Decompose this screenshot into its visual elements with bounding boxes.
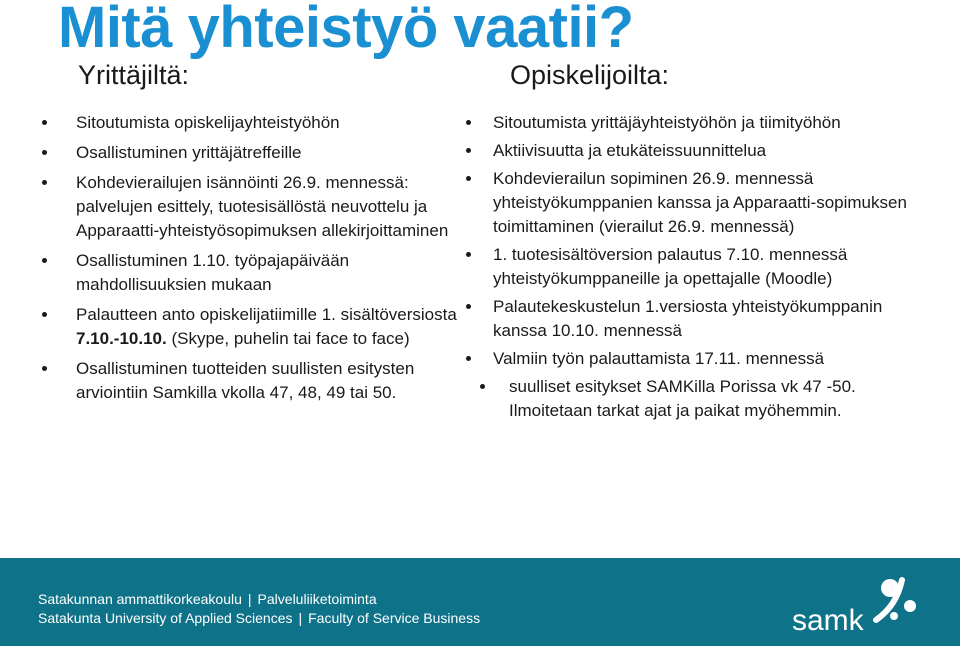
page-title: Mitä yhteistyö vaatii? xyxy=(58,0,634,60)
footer-text xyxy=(38,590,480,628)
footer-bar xyxy=(0,558,960,646)
list-item: Osallistuminen yrittäjätreffeille xyxy=(42,141,472,165)
bullet-icon xyxy=(466,304,471,309)
samk-logo xyxy=(790,570,940,640)
bullet-icon xyxy=(480,384,485,389)
footer-line-finnish: Satakunnan ammattikorkeakoulu | Palveluliiketoiminta xyxy=(38,591,377,607)
list-item: Palautteen anto opiskelijatiimille 1. sisältöversiosta 7.10.-10.10. (Skype, puhelin tai face to face) xyxy=(42,303,472,351)
list-item: suulliset esitykset SAMKilla Porissa vk 47 -50. Ilmoitetaan tarkat ajat ja paikat myöhemmin. xyxy=(466,375,936,423)
feedback-dates: 7.10.-10.10. xyxy=(76,329,167,348)
logo-text: samk xyxy=(792,604,864,637)
list-item: Aktiivisuutta ja etukäteissuunnittelua xyxy=(466,139,936,163)
list-item: Sitoutumista yrittäjäyhteistyöhön ja tiimityöhön xyxy=(466,111,936,135)
bullet-icon xyxy=(466,176,471,181)
bullet-icon xyxy=(42,366,47,371)
list-item: Valmiin työn palauttamista 17.11. mennessä xyxy=(466,347,936,371)
list-item: Sitoutumista opiskelijayhteistyöhön xyxy=(42,111,472,135)
list-item: 1. tuotesisältöversion palautus 7.10. mennessä yhteistyökumppaneille ja opettajalle (Moodle) xyxy=(466,243,936,291)
footer-line-english: Satakunta University of Applied Sciences | Faculty of Service Business xyxy=(38,610,481,626)
list-item: Osallistuminen tuotteiden suullisten esitysten arviointiin Samkilla vkolla 47, 48, 49 tai 50. xyxy=(42,357,472,405)
bullet-icon xyxy=(42,312,47,317)
list-item: Kohdevierailujen isännöinti 26.9. mennessä: palvelujen esittely, tuotesisällöstä neuvottelu ja Apparaatti-yhteistyösopimuksen allekirjoittaminen xyxy=(42,171,472,243)
bullet-icon xyxy=(466,120,471,125)
left-column-heading: Yrittäjiltä: xyxy=(78,60,190,90)
right-column-heading: Opiskelijoilta: xyxy=(510,60,670,90)
bullet-icon xyxy=(466,148,471,153)
entrepreneurs-list xyxy=(42,111,472,411)
bullet-icon xyxy=(42,258,47,263)
list-item: Kohdevierailun sopiminen 26.9. mennessä yhteistyökumppanien kanssa ja Apparaatti-sopimuksen toimittaminen (vierailut 26.9. mennessä) xyxy=(466,167,936,239)
bullet-icon xyxy=(466,252,471,257)
logo-dot-small xyxy=(890,612,898,620)
students-list xyxy=(466,111,936,427)
bullet-icon xyxy=(466,356,471,361)
bullet-icon xyxy=(42,150,47,155)
list-item: Osallistuminen 1.10. työpajapäivään mahdollisuuksien mukaan xyxy=(42,249,472,297)
bullet-icon xyxy=(42,120,47,125)
bullet-icon xyxy=(42,180,47,185)
list-item: Palautekeskustelun 1.versiosta yhteistyökumppanin kanssa 10.10. mennessä xyxy=(466,295,936,343)
logo-dot-medium xyxy=(904,600,916,612)
